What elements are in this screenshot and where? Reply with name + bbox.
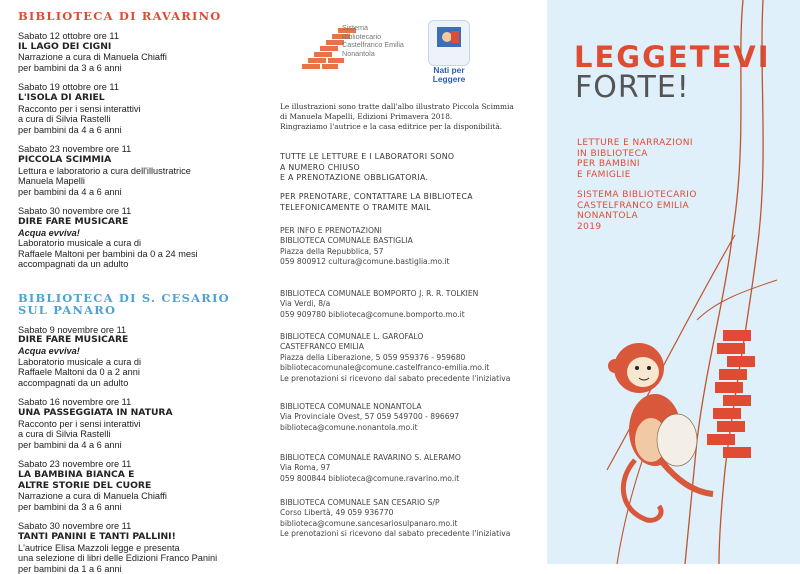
notice-line: TUTTE LE LETTURE E I LABORATORI SONO	[280, 152, 455, 161]
library-line: biblioteca@comune.sancesariosulpanaro.mo.it	[280, 518, 458, 528]
notice-line: A NUMERO CHIUSO	[280, 162, 360, 172]
npl-logo-icon	[429, 21, 469, 65]
event-item	[18, 521, 268, 574]
library-nonantola	[280, 402, 540, 433]
credits-line: Le illustrazioni sono tratte dall'albo illustrato Piccola Scimmia	[280, 102, 514, 111]
info-bastiglia	[280, 226, 540, 268]
event-title: ALTRE STORIE DEL CUORE	[18, 479, 152, 491]
event-item	[18, 206, 268, 270]
ravarino-events	[18, 31, 268, 270]
events-column	[18, 10, 268, 574]
event-desc-line: Racconto per i sensi interattivi	[18, 103, 141, 114]
event-date: Sabato 9 novembre ore 11	[18, 324, 127, 335]
event-desc-line: per bambini da 4 a 6 anni	[18, 124, 122, 135]
library-line: 059 909780 biblioteca@comune.bomporto.mo.it	[280, 309, 465, 319]
event-desc-line: Manuela Mapelli	[18, 176, 85, 187]
event-desc-line: Laboratorio musicale a cura di	[18, 238, 142, 249]
event-desc-line: accompagnati da un adulto	[18, 259, 129, 270]
cover-system-line: CASTELFRANCO EMILIA	[577, 200, 690, 211]
booking-line: TELEFONICAMENTE O TRAMITE MAIL	[280, 202, 431, 212]
sistema-line: Bibliotecario	[342, 31, 382, 41]
info-line: PER INFO E PRENOTAZIONI	[280, 226, 382, 235]
event-desc-line: Narrazione a cura di Manuela Chiaffi	[18, 491, 167, 502]
library-line: Via Provinciale Ovest, 57 059 549700 - 896697	[280, 412, 460, 422]
event-desc-line: per bambini da 4 a 6 anni	[18, 186, 122, 197]
monkey-illustration-icon	[547, 0, 800, 564]
library-line: Corso Libertà, 49 059 936770	[280, 508, 394, 518]
library-line: biblioteca@comune.nonantola.mo.it	[280, 422, 418, 432]
library-castelfranco	[280, 332, 540, 384]
event-item	[18, 325, 268, 389]
library-line: BIBLIOTECA COMUNALE L. GAROFALO	[280, 332, 424, 341]
npl-logo	[428, 20, 470, 66]
event-item	[18, 144, 268, 197]
cesario-title	[18, 292, 268, 316]
event-date: Sabato 23 novembre ore 11	[18, 144, 132, 155]
event-title: TANTI PANINI E TANTI PALLINI!	[18, 530, 176, 542]
credits	[280, 102, 540, 132]
npl-line: Nati per	[433, 65, 465, 75]
credits-line: Ringraziamo l'autrice e la casa editrice per la disponibilità.	[280, 122, 503, 131]
event-date: Sabato 16 novembre ore 11	[18, 397, 132, 408]
event-desc-line: Raffaele Maltoni per bambini da 0 a 24 mesi	[18, 248, 198, 259]
cover-sub-line: PER BAMBINI	[577, 159, 640, 169]
sistema-line: Sistema	[342, 23, 368, 32]
library-line: Via Verdi, 8/a	[280, 299, 331, 309]
event-title: PICCOLA SCIMMIA	[18, 153, 112, 165]
notice	[280, 152, 454, 184]
cover-sub-line: IN BIBLIOTECA	[577, 148, 648, 159]
library-line: Via Roma, 97	[280, 463, 331, 473]
npl-logo-text	[424, 66, 474, 84]
event-date: Sabato 30 novembre ore 11	[18, 206, 132, 217]
library-line: BIBLIOTECA COMUNALE RAVARINO S. ALERAMO	[280, 453, 461, 462]
event-desc-line: per bambini da 3 a 6 anni	[18, 62, 122, 73]
library-line: Le prenotazioni si ricevono dal sabato precedente l'iniziativa	[280, 529, 511, 539]
event-item	[18, 459, 268, 512]
library-line: BIBLIOTECA COMUNALE NONANTOLA	[280, 402, 422, 411]
booking	[280, 192, 473, 213]
cover-sub-line: LETTURE E NARRAZIONI	[577, 138, 693, 148]
event-item	[18, 397, 268, 450]
event-title: L'ISOLA DI ARIEL	[18, 91, 105, 103]
library-line: BIBLIOTECA COMUNALE BOMPORTO J. R. R. TOLKIEN	[280, 289, 479, 298]
cover-sub-line: E FAMIGLIE	[577, 169, 631, 180]
library-line: CASTEFRANCO EMILIA	[280, 342, 364, 352]
cover-title-1: LEGGETEVI	[574, 40, 771, 74]
cover-system-line: 2019	[577, 221, 602, 232]
library-ravarino	[280, 453, 540, 484]
event-desc-line: Racconto per i sensi interattivi	[18, 418, 141, 429]
cesario-title-line1: BIBLIOTECA DI S. CESARIO	[18, 290, 230, 305]
event-title: UNA PASSEGGIATA IN NATURA	[18, 407, 173, 419]
cover-title-2: FORTE!	[575, 70, 690, 105]
event-desc-line: Laboratorio musicale a cura di	[18, 356, 142, 367]
event-desc-line: accompagnati da un adulto	[18, 377, 129, 388]
event-date: Sabato 12 ottobre ore 11	[18, 31, 119, 41]
cover-system-line: SISTEMA BIBLIOTECARIO	[577, 190, 697, 200]
event-title: DIRE FARE MUSICARE	[18, 334, 129, 346]
library-line: BIBLIOTECA COMUNALE SAN CESARIO S/P	[280, 498, 440, 507]
event-date: Sabato 19 ottobre ore 11	[18, 82, 119, 93]
event-desc-line: Narrazione a cura di Manuela Chiaffi	[18, 52, 167, 63]
info-line: BIBLIOTECA COMUNALE BASTIGLIA	[280, 236, 413, 246]
library-line: bibliotecacomunale@comune.castelfranco-emilia.mo.it	[280, 363, 490, 373]
info-line: Piazza della Repubblica, 57	[280, 246, 384, 256]
event-desc-line: a cura di Silvia Rastelli	[18, 429, 111, 440]
sistema-line: Nonantola	[342, 48, 375, 58]
event-desc-line: per bambini da 1 a 6 anni	[18, 563, 122, 574]
event-desc-line: Lettura e laboratorio a cura dell'illustratrice	[18, 165, 191, 176]
event-title: DIRE FARE MUSICARE	[18, 215, 129, 227]
booking-line: PER PRENOTARE, CONTATTARE LA BIBLIOTECA	[280, 192, 473, 201]
cover-system-line: NONANTOLA	[577, 211, 638, 221]
credits-line: di Manuela Mapelli, Edizioni Primavera 2018.	[280, 112, 453, 121]
event-desc-line: una selezione di libri delle Edizioni Franco Panini	[18, 553, 218, 564]
cover-panel	[547, 0, 800, 564]
library-sancesario	[280, 498, 540, 540]
event-subtitle: Acqua evviva!	[18, 227, 80, 238]
info-line: 059 800912 cultura@comune.bastiglia.mo.it	[280, 257, 450, 267]
event-title: IL LAGO DEI CIGNI	[18, 40, 112, 52]
event-date: Sabato 23 novembre ore 11	[18, 459, 132, 470]
event-subtitle: Acqua evviva!	[18, 346, 80, 357]
sistema-line: Castelfranco Emilia	[342, 40, 404, 50]
event-item	[18, 31, 268, 73]
event-desc-line: a cura di Silvia Rastelli	[18, 114, 111, 125]
library-bomporto	[280, 289, 540, 320]
ravarino-title: BIBLIOTECA DI RAVARINO	[18, 9, 222, 23]
library-line: Le prenotazioni si ricevono dal sabato precedente l'iniziativa	[280, 373, 511, 383]
event-desc-line: per bambini da 3 a 6 anni	[18, 501, 122, 512]
library-line: 059 800844 biblioteca@comune.ravarino.mo.it	[280, 473, 460, 483]
cesario-events	[18, 325, 268, 574]
event-desc-line: L'autrice Elisa Mazzoli legge e presenta	[18, 542, 180, 553]
library-line: Piazza della Liberazione, 5 059 959376 - 959680	[280, 352, 466, 362]
sistema-logo-text	[342, 24, 404, 58]
event-desc-line: Raffaele Maltoni da 0 a 2 anni	[18, 367, 140, 378]
event-desc-line: per bambini da 4 a 6 anni	[18, 439, 122, 450]
notice-line: E A PRENOTAZIONE OBBLIGATORIA.	[280, 173, 429, 183]
npl-line: Leggere	[432, 74, 466, 85]
event-date: Sabato 30 novembre ore 11	[18, 521, 132, 532]
event-item	[18, 82, 268, 135]
cesario-title-line2: SUL PANARO	[18, 302, 117, 317]
event-title: LA BAMBINA BIANCA E	[18, 469, 135, 480]
